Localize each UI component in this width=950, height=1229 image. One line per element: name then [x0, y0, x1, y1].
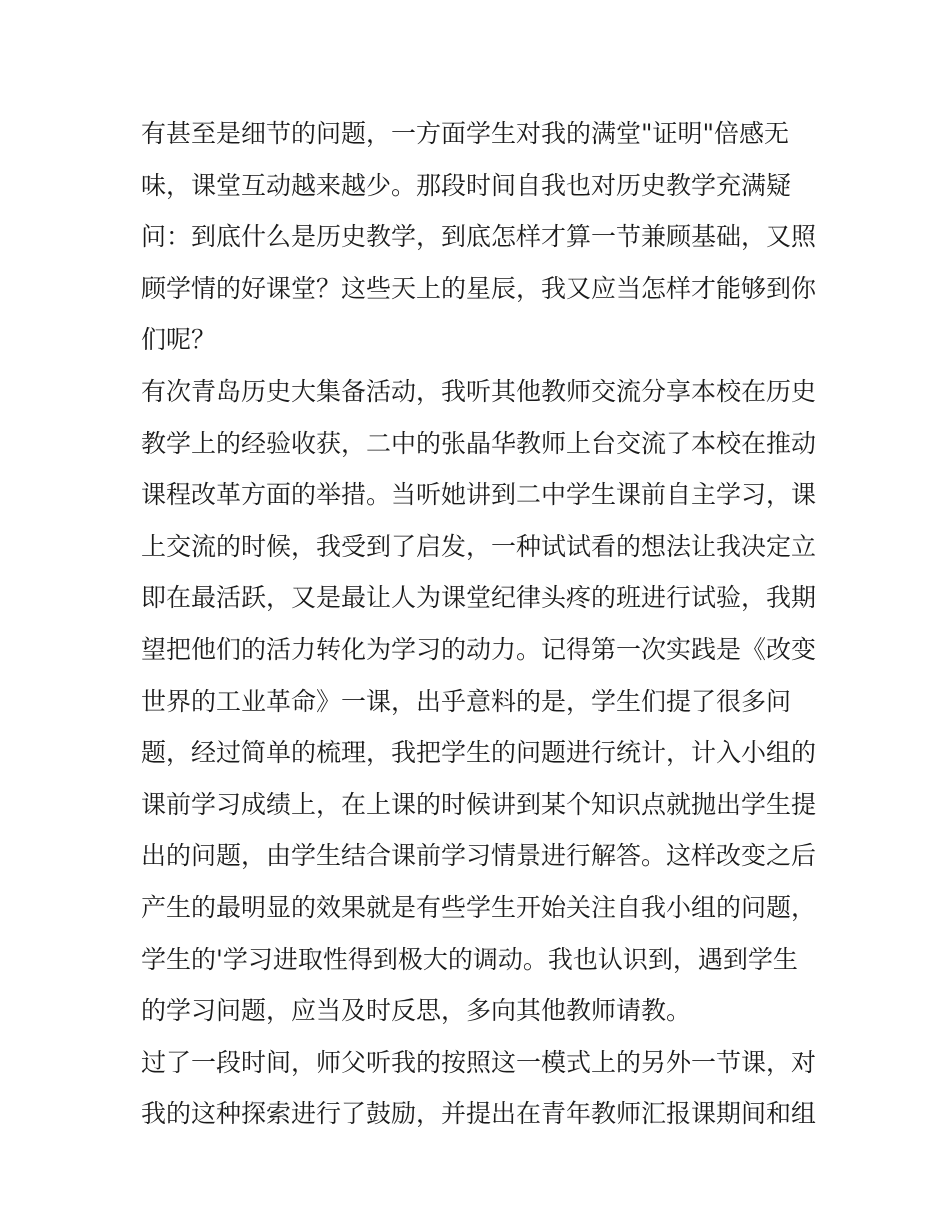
text-line: 望把他们的活力转化为学习的动力。记得第一次实践是《改变	[141, 634, 817, 664]
document-body	[141, 108, 821, 1140]
text-line: 即在最活跃，又是最让人为课堂纪律头疼的班进行试验，我期	[141, 583, 817, 613]
text-line: 的学习问题，应当及时反思，多向其他教师请教。	[141, 996, 692, 1026]
text-line: 有次青岛历史大集备活动，我听其他教师交流分享本校在历史	[141, 376, 817, 406]
text-line: 学生的'学习进取性得到极大的调动。我也认识到，遇到学生	[141, 944, 798, 974]
text-line: 过了一段时间，师父听我的按照这一模式上的另外一节课，对	[141, 1047, 817, 1077]
text-line: 顾学情的好课堂？这些天上的星辰，我又应当怎样才能够到你	[141, 273, 817, 303]
text-line: 课程改革方面的举措。当听她讲到二中学生课前自主学习，课	[141, 480, 817, 510]
text-line: 产生的最明显的效果就是有些学生开始关注自我小组的问题，	[141, 892, 817, 922]
text-line: 们呢？	[141, 325, 217, 355]
text-line: 出的问题，由学生结合课前学习情景进行解答。这样改变之后	[141, 841, 817, 871]
text-line: 上交流的时候，我受到了启发，一种试试看的想法让我决定立	[141, 531, 817, 561]
text-line: 我的这种探索进行了鼓励，并提出在青年教师汇报课期间和组	[141, 1099, 817, 1129]
text-line: 题，经过简单的梳理，我把学生的问题进行统计，计入小组的	[141, 738, 817, 768]
text-line: 味，课堂互动越来越少。那段时间自我也对历史教学充满疑	[141, 170, 792, 200]
text-line: 有甚至是细节的问题，一方面学生对我的满堂"证明"倍感无	[141, 119, 790, 148]
text-line: 问：到底什么是历史教学，到底怎样才算一节兼顾基础，又照	[141, 222, 817, 252]
text-line: 世界的工业革命》一课，出乎意料的是，学生们提了很多问	[141, 686, 792, 716]
text-line: 教学上的经验收获，二中的张晶华教师上台交流了本校在推动	[141, 428, 817, 458]
text-line: 课前学习成绩上，在上课的时候讲到某个知识点就抛出学生提	[141, 789, 817, 819]
